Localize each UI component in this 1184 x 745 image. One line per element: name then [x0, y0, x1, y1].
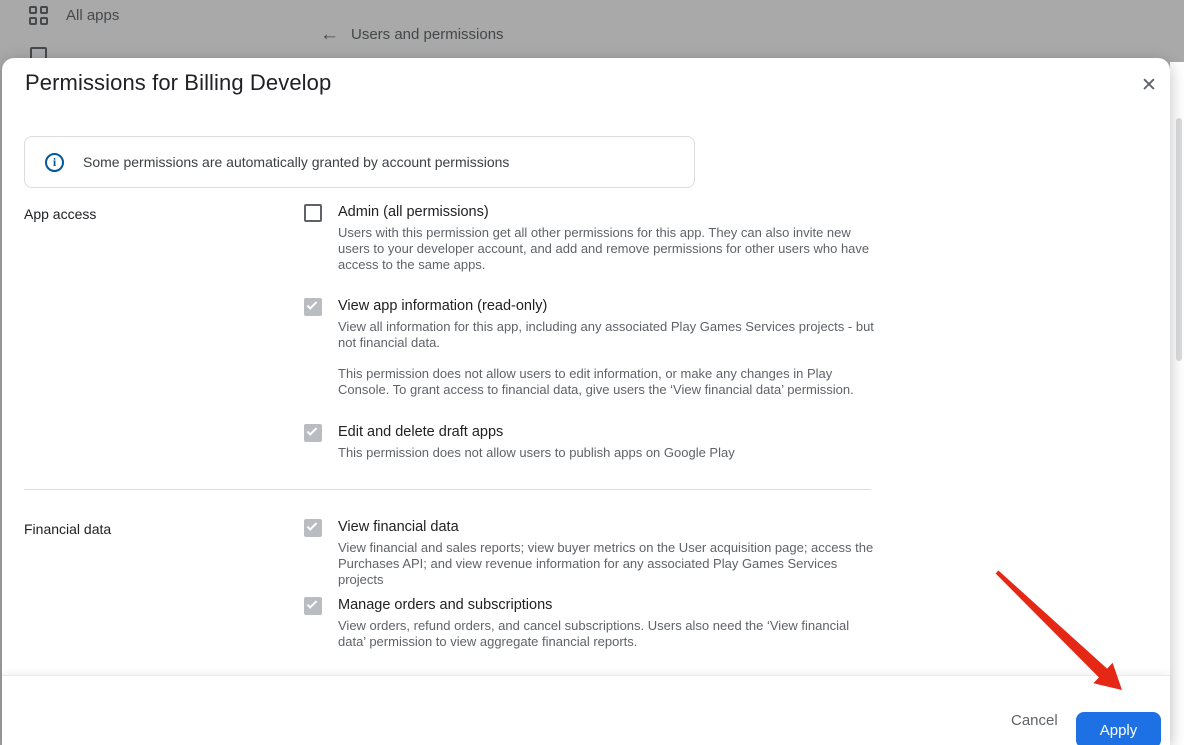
- dialog-title: Permissions for Billing Develop: [25, 70, 332, 95]
- description-paragraph: View all information for this app, including any associated Play Games Services projects - but not financial data.: [338, 319, 874, 350]
- info-icon: i: [45, 153, 64, 172]
- description-paragraph: This permission does not allow users to edit information, or make any changes in Play Console. To grant access to financial data, give users the ‘View financial data’ permission.: [338, 366, 854, 397]
- all-apps-label: All apps: [66, 7, 120, 24]
- scrollbar-track: [1170, 62, 1184, 745]
- all-apps-grid-icon: [29, 6, 48, 25]
- checkbox-view-app-info: [304, 298, 322, 316]
- checkmark-icon: [307, 425, 318, 436]
- scrollbar-thumb[interactable]: [1176, 118, 1182, 361]
- checkmark-icon: [307, 299, 318, 310]
- apply-button[interactable]: Apply: [1076, 712, 1161, 745]
- checkmark-icon: [307, 598, 318, 609]
- permission-title: Manage orders and subscriptions: [338, 597, 553, 613]
- section-label-app-access: App access: [24, 206, 97, 222]
- description-paragraph: View financial and sales reports; view buyer metrics on the User acquisition page; access the Purchases API; and view revenue information for any associated Play Games Services projects: [338, 540, 874, 587]
- page-title-background: Users and permissions: [351, 26, 504, 43]
- checkbox-view-financial-data: [304, 519, 322, 537]
- permission-title: Edit and delete draft apps: [338, 424, 504, 440]
- breadcrumb-users-permissions[interactable]: [320, 25, 504, 44]
- checkbox-admin[interactable]: [304, 204, 322, 222]
- description-paragraph: Users with this permission get all other permissions for this app. They can also invite new users to your developer account, and add and remove permissions for other users who have access to the same apps.: [338, 225, 870, 272]
- info-banner-text: Some permissions are automatically granted by account permissions: [83, 154, 510, 170]
- permission-description: [338, 319, 878, 398]
- permission-title: View financial data: [338, 519, 459, 535]
- close-icon[interactable]: ✕: [1141, 74, 1157, 96]
- section-divider: [24, 489, 871, 490]
- cancel-button[interactable]: Cancel: [1011, 712, 1058, 729]
- checkbox-manage-orders: [304, 597, 322, 615]
- info-banner: [24, 136, 695, 188]
- back-arrow-icon[interactable]: ←: [320, 24, 339, 45]
- permission-description: [338, 618, 878, 650]
- checkmark-icon: [307, 520, 318, 531]
- section-label-financial-data: Financial data: [24, 521, 112, 537]
- permission-description: [338, 445, 878, 461]
- permission-description: [338, 225, 874, 273]
- permission-title: Admin (all permissions): [338, 204, 489, 220]
- permission-description: [338, 540, 883, 588]
- permissions-dialog: [2, 58, 1170, 745]
- permission-title: View app information (read-only): [338, 298, 548, 314]
- sidebar-item-all-apps[interactable]: [29, 6, 119, 25]
- dialog-footer: [2, 675, 1170, 745]
- description-paragraph: View orders, refund orders, and cancel subscriptions. Users also need the ‘View financial data’ permission to view aggregate financial reports.: [338, 618, 850, 649]
- description-paragraph: This permission does not allow users to publish apps on Google Play: [338, 445, 735, 460]
- checkbox-edit-delete-drafts: [304, 424, 322, 442]
